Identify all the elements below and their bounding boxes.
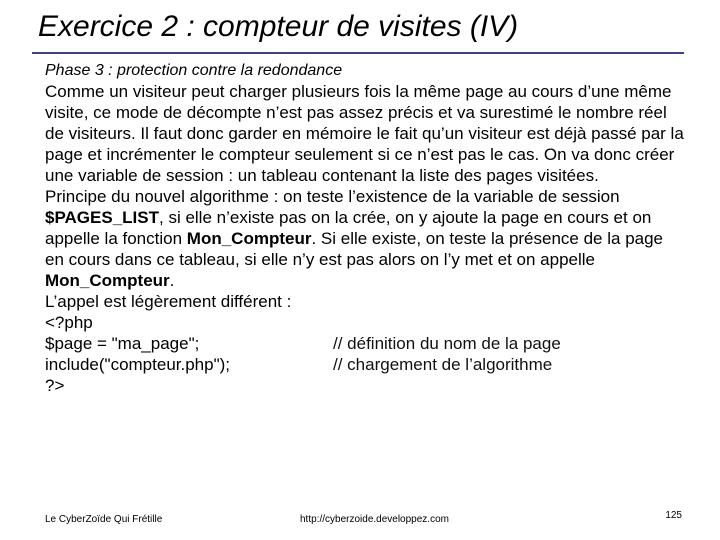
title-underline [32,52,684,54]
algorithm-text-2: , si elle n’existe pas on la crée, on y ajoute la page en cours et on appelle la fonction [45,208,652,248]
function-name-1: Mon_Compteur [186,229,312,248]
phase-subtitle: Phase 3 : protection contre la redondance [45,62,343,79]
code-comment-2: // chargement de l’algorithme [333,355,553,374]
session-variable-name: $PAGES_LIST [45,208,159,227]
footer-url: http://cyberzoide.developpez.com [300,514,449,525]
algorithm-text-3: . Si elle existe, on teste la présence de la page en cours dans ce tableau, si elle n’y est pas alors on l’y met et on appelle [45,229,664,269]
code-line-open [45,312,685,333]
slide-title: Exercice 2 : compteur de visites (IV) [38,10,519,43]
php-close-tag: ?> [45,376,65,395]
code-statement-1: $page = "ma_page"; [45,334,200,353]
php-open-tag: <?php [45,313,93,332]
code-line-close [45,375,685,396]
code-block [45,312,685,396]
page-number: 125 [665,510,682,521]
slide-body [45,60,685,396]
algorithm-text-1: Principe du nouvel algorithme : on teste l’existence de la variable de session [45,187,620,206]
code-comment-1: // définition du nom de la page [333,334,561,353]
code-line-2 [45,354,685,375]
paragraph-algorithm [45,186,685,291]
algorithm-text-4: . [169,271,175,290]
function-name-2: Mon_Compteur [45,271,170,290]
paragraph-intro: Comme un visiteur peut charger plusieurs fois la même page au cours d’une même visite, ce mode de décompte n’est pas assez précis et va surestimé le nombre réel de visiteurs. Il faut donc garder en mémoire le fait qu’un visiteur est déjà passé par la page et incrémenter le compteur seulement si ce n’est pas le cas. On va donc créer une variable de session : un tableau contenant la liste des pages visitées. [45,82,684,185]
footer-author: Le CyberZoïde Qui Frétille [45,514,163,525]
code-line-1 [45,333,685,354]
call-intro: L’appel est légèrement différent : [45,292,292,311]
code-statement-2: include("compteur.php"); [45,355,230,374]
